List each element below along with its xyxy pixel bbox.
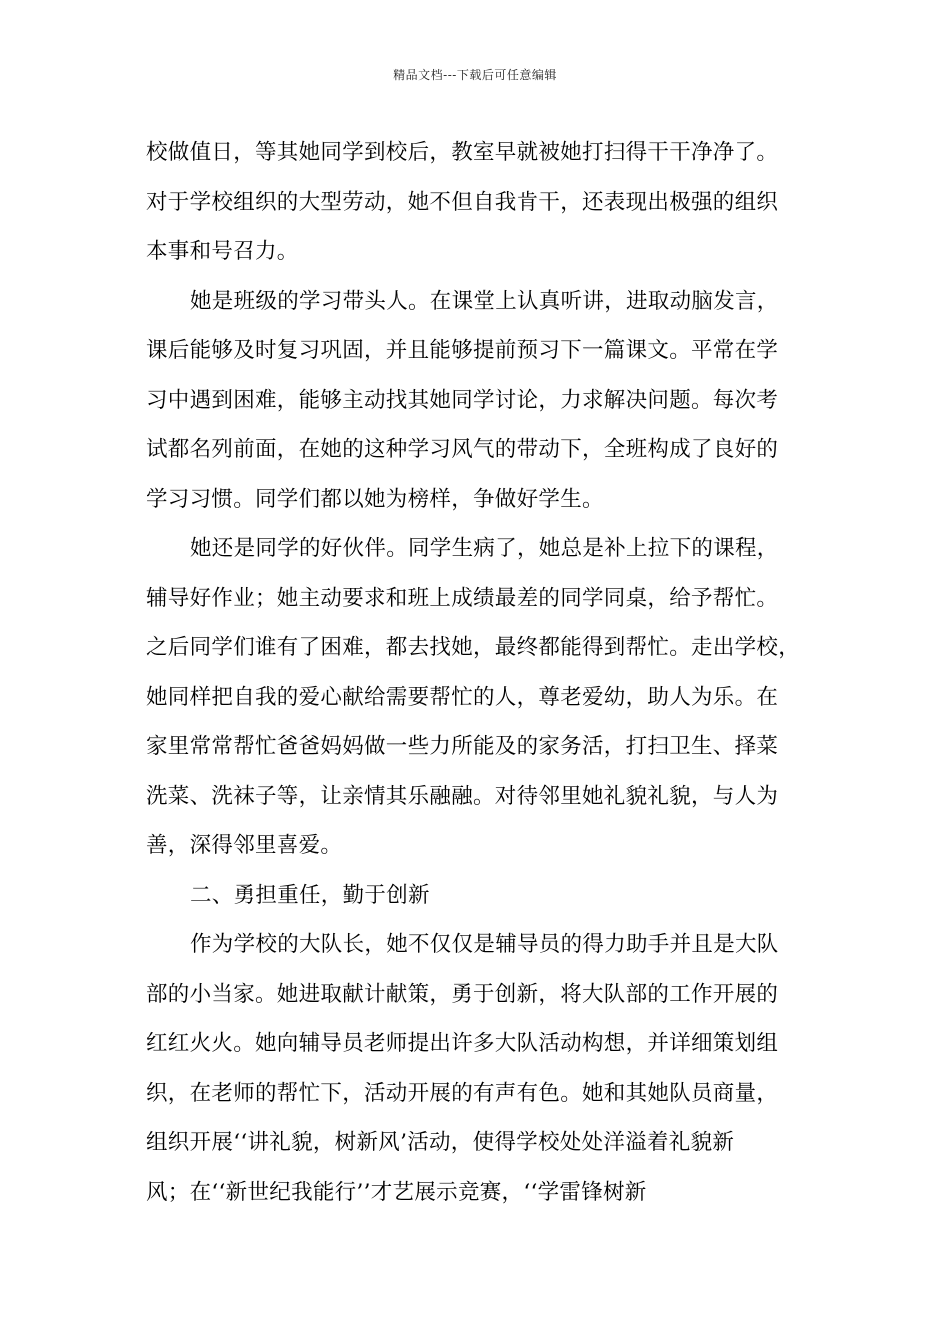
text-line: 善，深得邻里喜爱。 [146,833,343,858]
paragraph-start: 作为学校的大队长，她不仅仅是辅导员的得力助手并且是大队 [190,932,779,957]
text-line: 课后能够及时复习巩固，并且能够提前预习下一篇课文。平常在学 [146,338,779,363]
text-line: 辅导好作业；她主动要求和班上成绩最差的同学同桌，给予帮忙。 [146,585,779,611]
text-line: 对于学校组织的大型劳动，她不但自我肯干，还表现出极强的组织 [146,189,779,215]
text-line: 织，在老师的帮忙下，活动开展的有声有色。她和其她队员商量， [146,1080,779,1106]
text-line: 红红火火。她向辅导员老师提出许多大队活动构想，并详细策划组 [146,1031,779,1056]
text-line: 她同样把自我的爱心献给需要帮忙的人，尊老爱幼，助人为乐。在 [146,684,779,710]
section-heading: 二、勇担重任，勤于创新 [190,882,430,908]
text-line: 组织开展‘‘讲礼貌，树新风’活动，使得学校处处洋溢着礼貌新 [146,1130,735,1155]
text-line: 学习习惯。同学们都以她为榜样，争做好学生。 [146,486,604,512]
text-line: 家里常常帮忙爸爸妈妈做一些力所能及的家务活，打扫卫生、择菜 [146,734,779,759]
text-line: 本事和号召力。 [146,239,299,264]
text-line: 之后同学们谁有了困难，都去找她，最终都能得到帮忙。走出学校， [146,635,801,660]
text-line: 习中遇到困难，能够主动找其她同学讨论，力求解决问题。每次考 [146,387,779,413]
paragraph-start: 她还是同学的好伙伴。同学生病了，她总是补上拉下的课程， [190,536,779,561]
text-line: 风；在‘‘新世纪我能行’’才艺展示竞赛，‘‘学雷锋树新 [146,1179,647,1205]
page-header: 精品文档---下载后可任意编辑 [393,68,557,82]
paragraph-start: 她是班级的学习带头人。在课堂上认真听讲，进取动脑发言， [190,288,779,314]
text-line: 试都名列前面，在她的这种学习风气的带动下，全班构成了良好的 [146,437,779,462]
text-line: 洗菜、洗袜子等，让亲情其乐融融。对待邻里她礼貌礼貌，与人为 [146,783,779,809]
document-body [146,128,816,1217]
text-line: 校做值日，等其她同学到校后，教室早就被她打扫得干干净净了。 [146,140,779,165]
text-line: 部的小当家。她进取献计献策，勇于创新，将大队部的工作开展的 [146,981,779,1007]
